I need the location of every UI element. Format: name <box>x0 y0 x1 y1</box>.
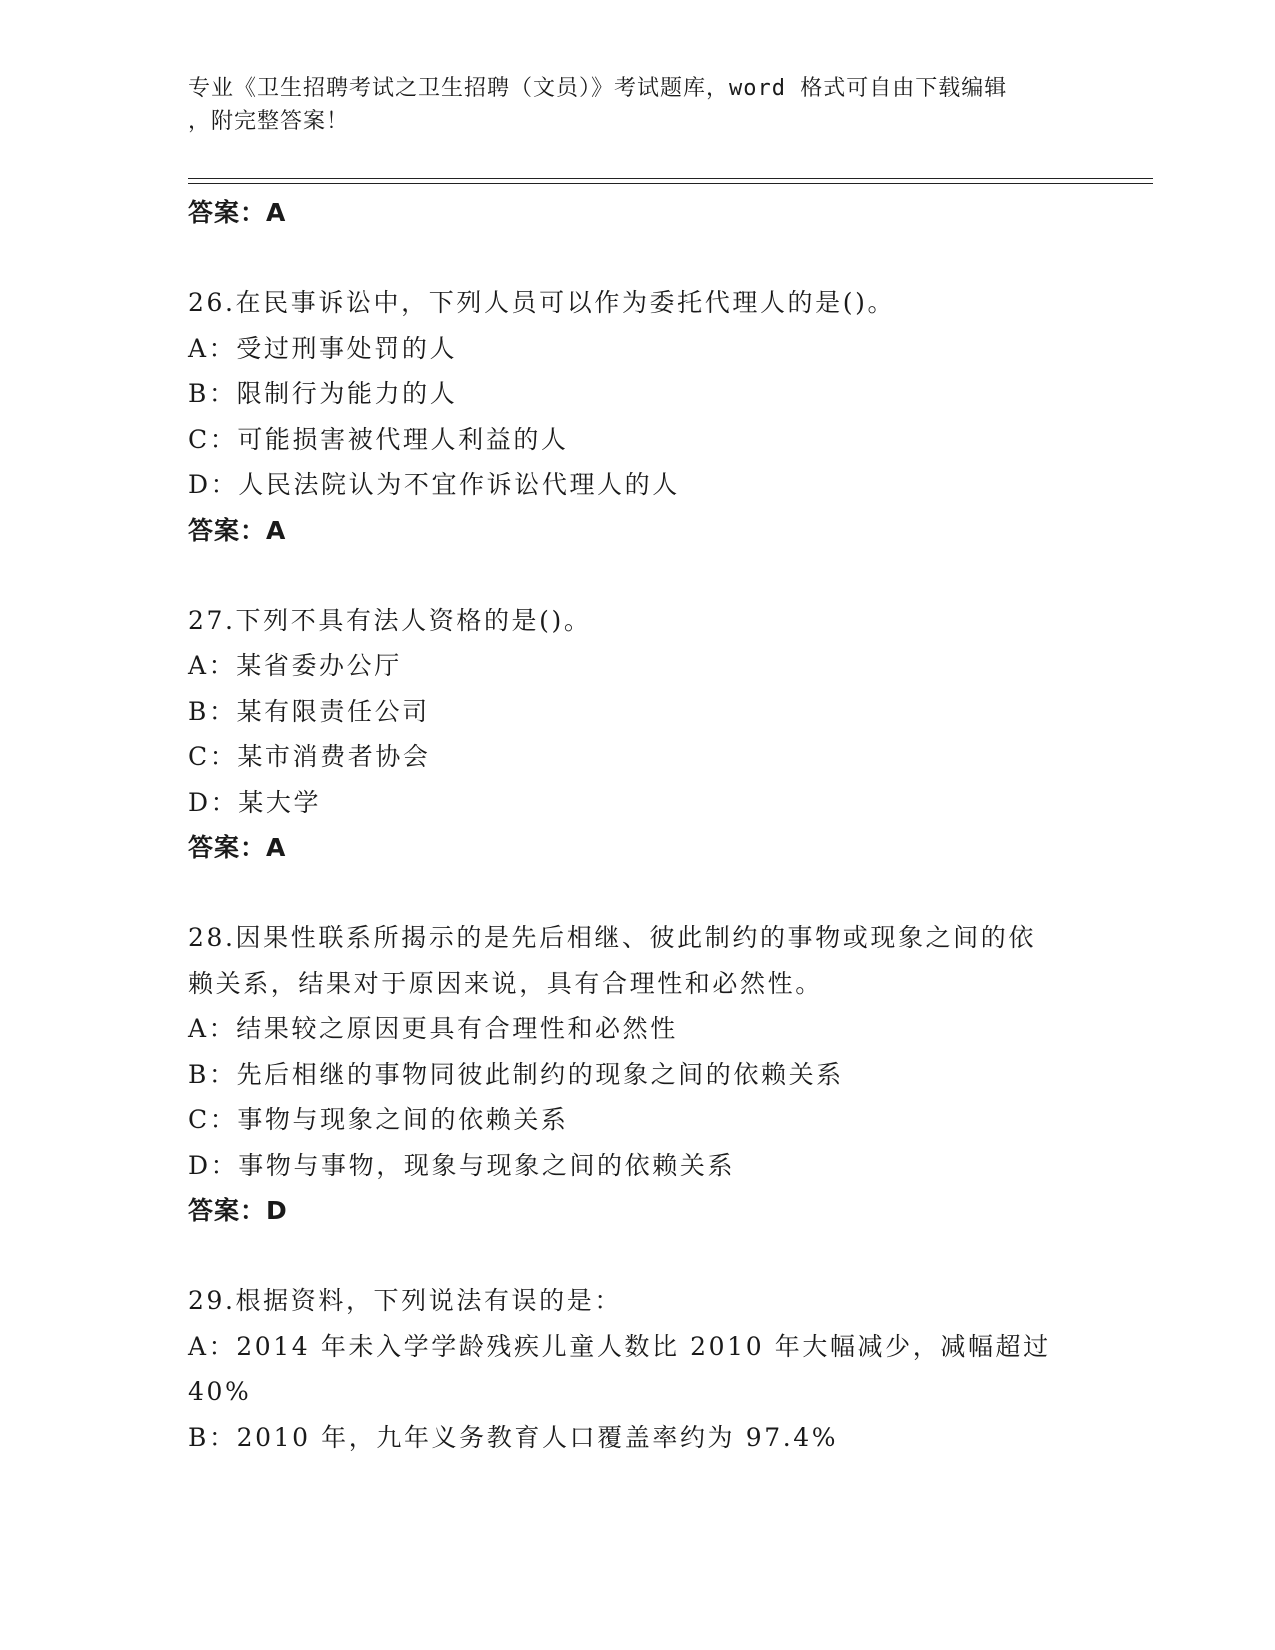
option-line: B：限制行为能力的人 <box>188 379 458 408</box>
option-a <box>188 643 1088 689</box>
option-line: B：2010 年，九年义务教育人口覆盖率约为 97.4% <box>188 1422 839 1452</box>
question-28 <box>188 915 1088 1234</box>
question-29 <box>188 1278 1088 1460</box>
answer-label: 答案： <box>188 1196 267 1225</box>
option-line: 40% <box>188 1377 252 1406</box>
option-line: A：某省委办公厅 <box>188 651 402 680</box>
question-stem <box>188 915 1088 1006</box>
option-b <box>188 1415 1088 1461</box>
header-line-2: ，附完整答案！ <box>188 109 350 134</box>
previous-answer <box>188 190 1088 236</box>
answer-label: 答案： <box>188 833 267 862</box>
option-line: C：可能损害被代理人利益的人 <box>188 424 569 454</box>
question-26 <box>188 280 1088 554</box>
option-b <box>188 689 1088 735</box>
answer-value: A <box>266 515 287 545</box>
stem-line: 28.因果性联系所揭示的是先后相继、彼此制约的事物或现象之间的依 <box>188 923 1036 952</box>
option-d <box>188 1143 1088 1189</box>
header-divider-top <box>188 178 1153 179</box>
option-a <box>188 326 1088 372</box>
answer-value: A <box>266 198 287 227</box>
header-divider-bottom <box>188 183 1153 184</box>
option-c <box>188 734 1088 780</box>
document-header <box>188 72 1088 138</box>
answer-label: 答案： <box>188 198 267 227</box>
stem-line: 赖关系，结果对于原因来说，具有合理性和必然性。 <box>188 968 823 998</box>
option-line: C：某市消费者协会 <box>188 742 431 771</box>
option-line: C：事物与现象之间的依赖关系 <box>188 1105 569 1134</box>
option-b <box>188 371 1088 417</box>
question-stem <box>188 598 1088 644</box>
answer-value: A <box>266 833 287 862</box>
header-line-1: 专业《卫生招聘考试之卫生招聘（文员）》考试题库，word 格式可自由下载编辑 <box>188 76 1008 101</box>
stem-line: 26.在民事诉讼中，下列人员可以作为委托代理人的是()。 <box>188 288 896 317</box>
option-line: B：某有限责任公司 <box>188 696 430 726</box>
option-line: D：人民法院认为不宜作诉讼代理人的人 <box>188 470 680 499</box>
option-line: A：结果较之原因更具有合理性和必然性 <box>188 1014 678 1043</box>
option-line: A：受过刑事处罚的人 <box>188 333 458 363</box>
question-stem <box>188 1278 1088 1324</box>
answer-label: 答案： <box>188 515 267 545</box>
option-c <box>188 1097 1088 1143</box>
option-d <box>188 780 1088 826</box>
option-line: D：事物与事物，现象与现象之间的依赖关系 <box>188 1150 736 1180</box>
question-27 <box>188 598 1088 872</box>
stem-line: 27.下列不具有法人资格的是()。 <box>188 605 592 635</box>
question-answer <box>188 825 1088 871</box>
option-line: A：2014 年未入学学龄残疾儿童人数比 2010 年大幅减少，减幅超过 <box>188 1331 1051 1361</box>
option-b <box>188 1052 1088 1098</box>
answer-value: D <box>266 1196 288 1225</box>
question-answer <box>188 1188 1088 1234</box>
option-d <box>188 462 1088 508</box>
stem-line: 29.根据资料，下列说法有误的是： <box>188 1286 622 1315</box>
option-a <box>188 1324 1088 1415</box>
option-a <box>188 1006 1088 1052</box>
option-line: B：先后相继的事物同彼此制约的现象之间的依赖关系 <box>188 1059 844 1089</box>
option-line: D：某大学 <box>188 787 322 817</box>
question-answer <box>188 508 1088 554</box>
question-stem <box>188 280 1088 326</box>
question-list <box>188 190 1088 1460</box>
option-c <box>188 417 1088 463</box>
